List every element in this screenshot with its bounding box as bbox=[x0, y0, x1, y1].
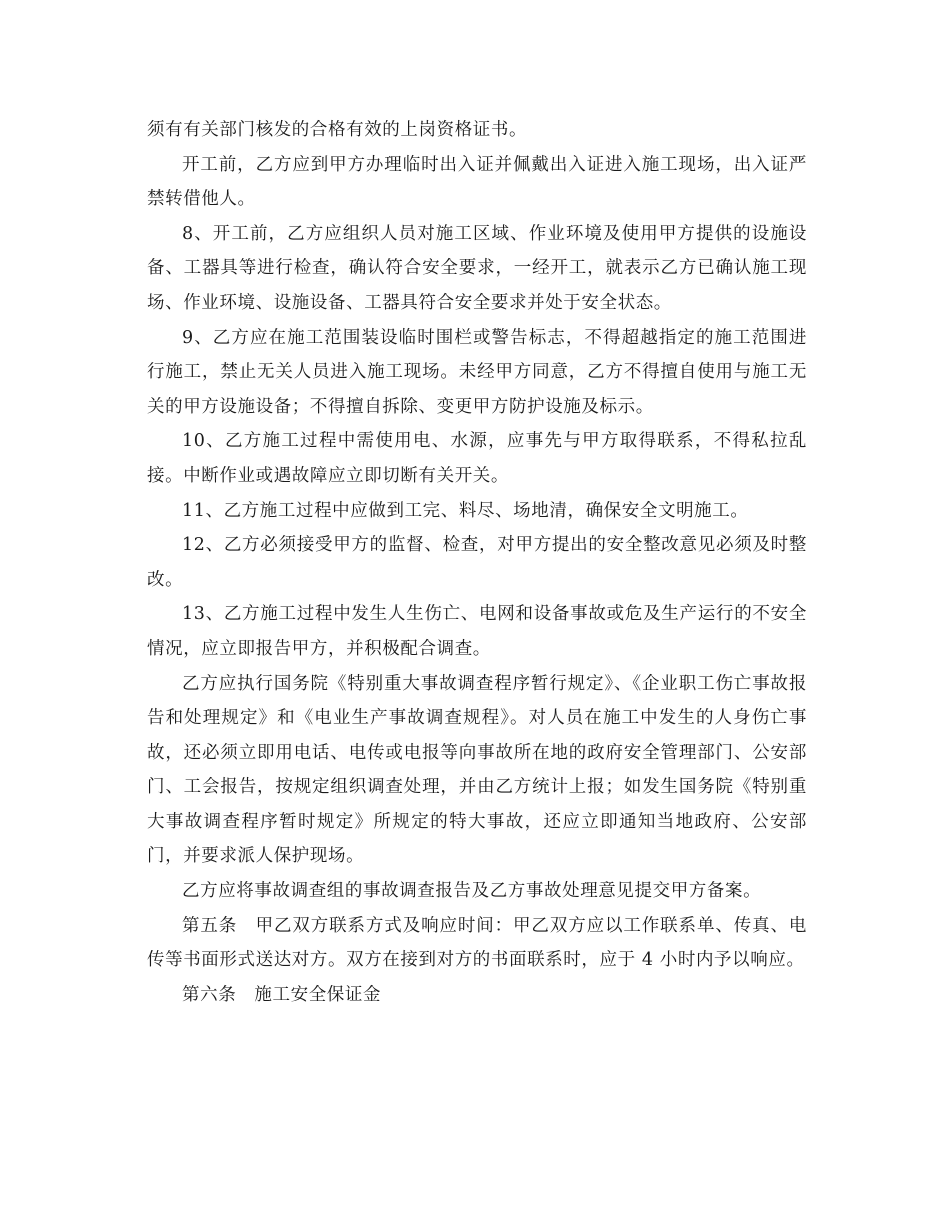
paragraph-continuation: 须有有关部门核发的合格有效的上岗资格证书。 bbox=[147, 120, 528, 140]
paragraph-entry-pass: 开工前，乙方应到甲方办理临时出入证并佩戴出入证进入施工现场，出入证严禁转借他人。 bbox=[147, 154, 807, 210]
paragraph-item-9: 9、乙方应在施工范围装设临时围栏或警告标志，不得超越指定的施工范围进行施工，禁止无关人员进入施工现场。未经甲方同意，乙方不得擅自使用与施工无关的甲方设施设备；不得擅自拆除、变更甲方防护设施及标示。 bbox=[147, 327, 807, 417]
paragraph-article-5: 第五条 甲乙双方联系方式及响应时间：甲乙双方应以工作联系单、传真、电传等书面形式送达对方。双方在接到对方的书面联系时，应于 4 小时内予以响应。 bbox=[147, 915, 807, 971]
paragraph-item-11: 11、乙方施工过程中应做到工完、料尽、场地清，确保安全文明施工。 bbox=[182, 500, 749, 521]
paragraph-item-8: 8、开工前，乙方应组织人员对施工区域、作业环境及使用甲方提供的设施设备、工器具等进行检查，确认符合安全要求，一经开工，就表示乙方已确认施工现场、作业环境、设施设备、工器具符合安全要求并处于安全状态。 bbox=[147, 223, 807, 313]
document-body bbox=[147, 113, 807, 1012]
paragraph-article-6-heading: 第六条 施工安全保证金 bbox=[182, 984, 382, 1005]
paragraph-item-10: 10、乙方施工过程中需使用电、水源，应事先与甲方取得联系，不得私拉乱接。中断作业或遇故障应立即切断有关开关。 bbox=[147, 431, 807, 486]
paragraph-item-13: 13、乙方施工过程中发生人生伤亡、电网和设备事故或危及生产运行的不安全情况，应立即报告甲方，并积极配合调查。 bbox=[147, 604, 807, 659]
paragraph-accident-report-filing: 乙方应将事故调查组的事故调查报告及乙方事故处理意见提交甲方备案。 bbox=[182, 881, 762, 902]
paragraph-accident-regulations: 乙方应执行国务院《特别重大事故调查程序暂行规定》、《企业职工伤亡事故报告和处理规定》和《电业生产事故调查规程》。对人员在施工中发生的人身伤亡事故，还必须立即用电话、电传或电报等向事故所在地的政府安全管理部门、公安部门、工会报告，按规定组织调查处理，并由乙方统计上报；如发生国务院《特别重大事故调查程序暂时规定》所规定的特大事故，还应立即通知当地政府、公安部门，并要求派人保护现场。 bbox=[147, 673, 807, 867]
paragraph-item-12: 12、乙方必须接受甲方的监督、检查，对甲方提出的安全整改意见必须及时整改。 bbox=[147, 535, 807, 590]
